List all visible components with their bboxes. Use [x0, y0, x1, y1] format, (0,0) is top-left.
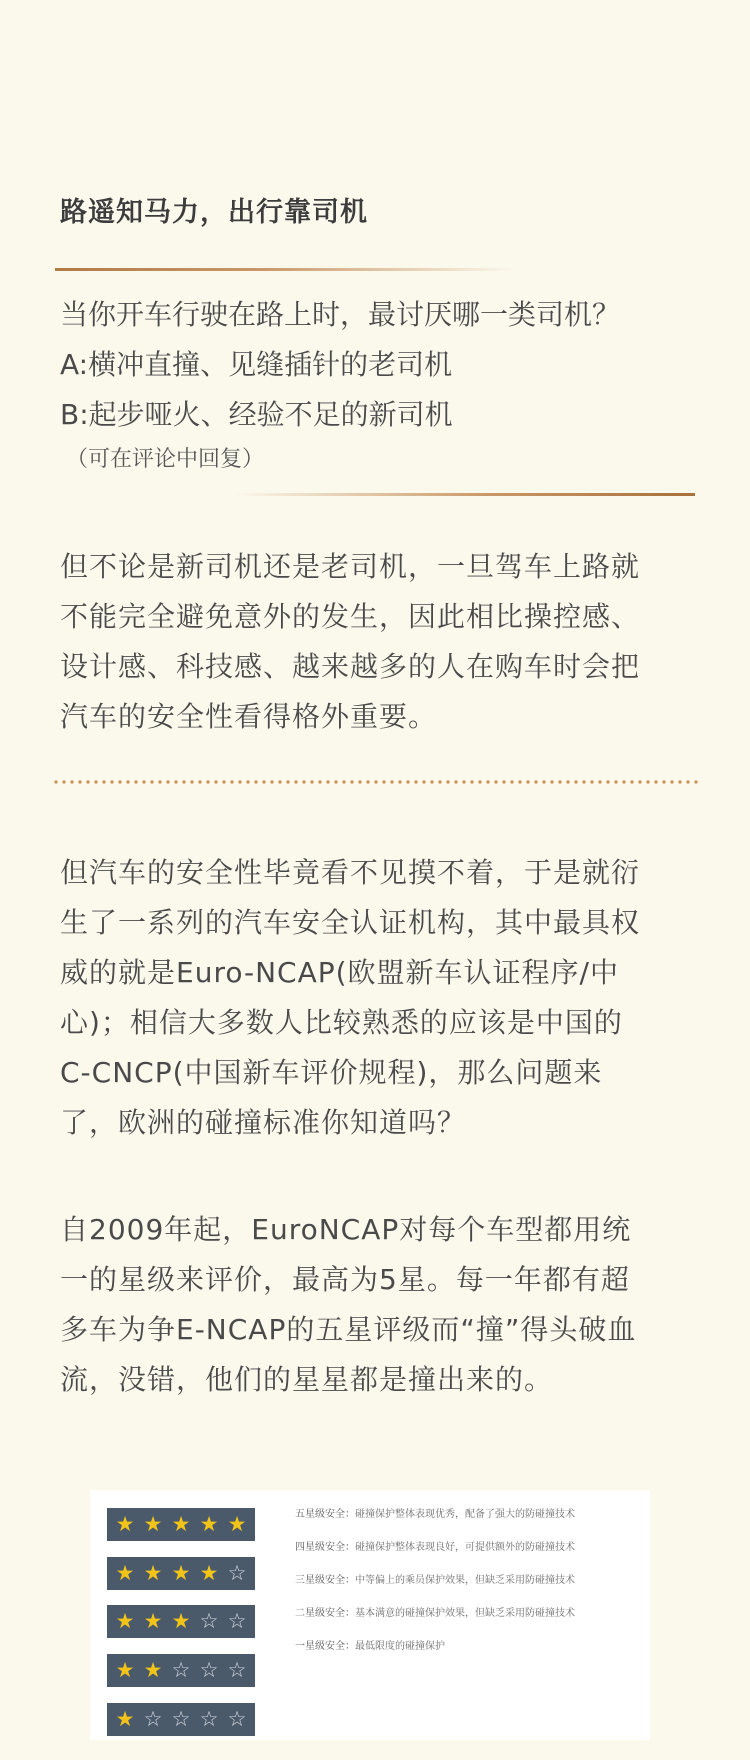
rating-level-label: 五星级安全： — [295, 1509, 355, 1520]
star-filled-icon: ★ — [115, 1561, 135, 1585]
star-rating-chart — [90, 1490, 650, 1740]
paragraph-line: 威的就是Euro-NCAP(欧盟新车认证程序/中 — [60, 956, 619, 989]
paragraph-line: 了，欧洲的碰撞标准你知道吗？ — [60, 1106, 467, 1139]
decorative-rule-top — [55, 268, 515, 271]
option-b: B:起步哑火、经验不足的新司机 — [60, 398, 453, 431]
rating-desc-text: 最低限度的碰撞保护 — [355, 1641, 445, 1652]
option-a: A:横冲直撞、见缝插针的老司机 — [60, 348, 453, 381]
paragraph-line: 自2009年起，EuroNCAP对每个车型都用统 — [60, 1213, 632, 1246]
star-filled-icon: ★ — [115, 1609, 135, 1633]
rating-description — [295, 1541, 640, 1574]
star-outline-icon: ☆ — [227, 1658, 247, 1682]
paragraph-line: 心)；相信大多数人比较熟悉的应该是中国的 — [60, 1006, 623, 1039]
question-text: 当你开车行驶在路上时，最讨厌哪一类司机？ — [60, 298, 621, 331]
paragraph-line: 但不论是新司机还是老司机，一旦驾车上路就 — [60, 550, 641, 583]
star-bar-4 — [107, 1557, 255, 1590]
dotted-divider — [52, 780, 702, 784]
star-filled-icon: ★ — [143, 1512, 163, 1536]
rating-descriptions — [295, 1508, 640, 1673]
star-outline-icon: ☆ — [171, 1707, 191, 1731]
star-outline-icon: ☆ — [171, 1658, 191, 1682]
paragraph-line: 多车为争E-NCAP的五星评级而“撞”得头破血 — [60, 1313, 637, 1346]
star-outline-icon: ☆ — [227, 1561, 247, 1585]
star-filled-icon: ★ — [115, 1707, 135, 1731]
star-filled-icon: ★ — [199, 1512, 219, 1536]
star-filled-icon: ★ — [171, 1609, 191, 1633]
star-filled-icon: ★ — [143, 1561, 163, 1585]
rating-description — [295, 1607, 640, 1640]
rating-description — [295, 1574, 640, 1607]
star-bar-2 — [107, 1654, 255, 1687]
paragraph-2 — [60, 848, 710, 1148]
star-filled-icon: ★ — [227, 1512, 247, 1536]
paragraph-3 — [60, 1205, 710, 1405]
comment-note: （可在评论中回复） — [66, 447, 265, 472]
star-filled-icon: ★ — [171, 1512, 191, 1536]
paragraph-line: 流，没错，他们的星星都是撞出来的。 — [60, 1363, 554, 1396]
paragraph-line: 但汽车的安全性毕竟看不见摸不着，于是就衍 — [60, 856, 641, 889]
rating-description — [295, 1640, 640, 1673]
paragraph-line: 生了一系列的汽车安全认证机构，其中最具权 — [60, 906, 641, 939]
paragraph-1 — [60, 542, 710, 742]
star-filled-icon: ★ — [199, 1561, 219, 1585]
star-outline-icon: ☆ — [227, 1707, 247, 1731]
star-filled-icon: ★ — [115, 1512, 135, 1536]
star-bar-5 — [107, 1508, 255, 1541]
rating-desc-text: 碰撞保护整体表现良好，可提供额外的防碰撞技术 — [355, 1542, 575, 1553]
star-bars — [107, 1508, 257, 1752]
rating-description — [295, 1508, 640, 1541]
section-heading: 路遥知马力，出行靠司机 — [60, 197, 368, 228]
star-outline-icon: ☆ — [199, 1707, 219, 1731]
rating-desc-text: 中等偏上的乘员保护效果，但缺乏采用防碰撞技术 — [355, 1575, 575, 1586]
star-filled-icon: ★ — [143, 1609, 163, 1633]
star-outline-icon: ☆ — [143, 1707, 163, 1731]
rating-level-label: 三星级安全： — [295, 1575, 355, 1586]
star-filled-icon: ★ — [171, 1561, 191, 1585]
rating-level-label: 一星级安全： — [295, 1641, 355, 1652]
star-filled-icon: ★ — [143, 1658, 163, 1682]
paragraph-line: 不能完全避免意外的发生，因此相比操控感、 — [60, 600, 641, 633]
star-outline-icon: ☆ — [199, 1658, 219, 1682]
star-bar-1 — [107, 1703, 255, 1736]
paragraph-line: 一的星级来评价，最高为5星。每一年都有超 — [60, 1263, 630, 1296]
star-bar-3 — [107, 1605, 255, 1638]
rating-desc-text: 碰撞保护整体表现优秀，配备了强大的防碰撞技术 — [355, 1509, 575, 1520]
star-outline-icon: ☆ — [199, 1609, 219, 1633]
paragraph-line: 设计感、科技感、越来越多的人在购车时会把 — [60, 650, 641, 683]
paragraph-line: C-CNCP(中国新车评价规程)，那么问题来 — [60, 1056, 603, 1089]
question-block — [60, 290, 700, 480]
star-filled-icon: ★ — [115, 1658, 135, 1682]
rating-level-label: 四星级安全： — [295, 1542, 355, 1553]
rating-level-label: 二星级安全： — [295, 1608, 355, 1619]
rating-desc-text: 基本满意的碰撞保护效果，但缺乏采用防碰撞技术 — [355, 1608, 575, 1619]
star-outline-icon: ☆ — [227, 1609, 247, 1633]
decorative-rule-bottom — [235, 493, 695, 496]
paragraph-line: 汽车的安全性看得格外重要。 — [60, 700, 438, 733]
